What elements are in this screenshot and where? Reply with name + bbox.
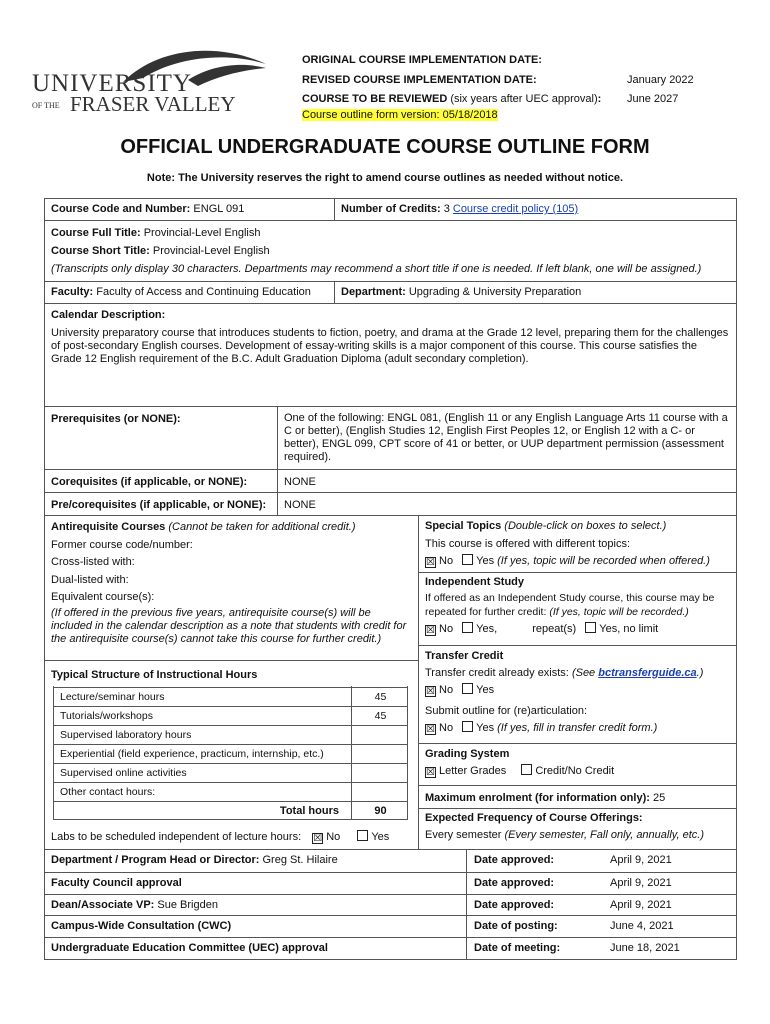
enrolment-section: Maximum enrolment (for information only): 25 [425, 792, 666, 804]
page-title: OFFICIAL UNDERGRADUATE COURSE OUTLINE FORM [120, 136, 650, 158]
precoreq-label: Pre/corequisites (if applicable, or NONE): [44, 492, 278, 516]
precoreq-value: NONE [277, 492, 737, 516]
hours-section [44, 660, 419, 850]
department-cell: Department: Upgrading & University Preparation [334, 281, 737, 304]
approval-date: June 18, 2021 [610, 942, 680, 955]
transfer-no-checkbox[interactable]: ☒ [426, 686, 435, 697]
approval-label: Undergraduate Education Committee (UEC) approval [51, 942, 328, 955]
approval-date: April 9, 2021 [610, 876, 672, 889]
prereq-label: Prerequisites (or NONE): [44, 406, 278, 470]
full-title-value: Provincial-Level English [143, 227, 261, 239]
credit-policy-link[interactable]: Course credit policy (105) [452, 203, 579, 215]
logo-fraser-valley: FRASER VALLEY [70, 92, 236, 116]
hours-row-value: 45 [374, 710, 387, 722]
former-code: Former course code/number: [51, 538, 193, 551]
approval-date: April 9, 2021 [610, 854, 672, 866]
transcript-note: (Transcripts only display 30 characters. Departments may recommend a short title if one is needed. If left blank, one will be assigned.) [51, 263, 702, 275]
amend-note: Note: The University reserves the right to amend course outlines as needed without notice. [146, 172, 624, 184]
approval-label: Faculty Council approval [51, 876, 182, 889]
frequency-section: Expected Frequency of Course Offerings: Every semester (Every semester, Fall only, annually, etc.) [425, 812, 704, 841]
hours-row [54, 744, 407, 763]
department-value: Upgrading & University Preparation [408, 286, 582, 298]
review-value: June 2027 [627, 93, 679, 105]
approval-date: April 9, 2021 [610, 898, 672, 911]
hours-row-label: Supervised online activities [60, 767, 187, 779]
approval-date: June 4, 2021 [610, 920, 674, 933]
grading-section: Grading System ☒ Letter Grades Credit/No Credit [425, 748, 615, 778]
credit-nocredit-checkbox[interactable] [521, 764, 532, 775]
letter-grades-checkbox[interactable]: ☒ [426, 767, 435, 778]
independent-no-checkbox[interactable]: ☒ [426, 625, 435, 636]
approval-label: Dean/Associate VP: [51, 898, 155, 911]
frequency-value: Every semester [425, 829, 502, 841]
hours-row-value: 45 [374, 691, 387, 703]
review-label: COURSE TO BE REVIEWED [302, 93, 448, 105]
hours-row-label: Lecture/seminar hours [60, 691, 165, 703]
faculty-value: Faculty of Access and Continuing Education [96, 286, 311, 298]
course-code-cell: Course Code and Number: ENGL 091 [44, 198, 335, 221]
approval-row [45, 915, 736, 937]
hours-row [54, 706, 407, 725]
revised-date-value: January 2022 [627, 74, 694, 86]
logo-university: UNIVERSITY [32, 70, 192, 97]
hours-table [53, 686, 408, 820]
enrolment-value: 25 [652, 792, 666, 804]
transfer-yes-checkbox[interactable] [462, 683, 473, 694]
calendar-description-text: University preparatory course that introduces students to fiction, poetry, and drama at the Grade 12 level, preparing them for the challenges of post-secondary English courses. Development of essay-writing skills is a major component of this course. This course satisfies the Grade 12 English requirement of the B.C. Adult Graduation Diploma (adult secondary completion). [51, 327, 729, 365]
coreq-label: Corequisites (if applicable, or NONE): [44, 469, 278, 493]
antireq-section: Antirequisite Courses (Cannot be taken for additional credit.) Former course code/number: Cross-listed with: Dual-listed with: Equivalent course(s): (If offered in the previous five years, antirequisite course(s) will be included in the calendar description as a note that students with credit for the antirequisite course(s) cannot take this course for further credit.) [44, 515, 419, 661]
transfer-credit-section: Transfer Credit Transfer credit already exists: (See bctransferguide.ca.) ☒ No Yes Submit outline for (re)articulation: ☒ No Yes (If yes, fill in transfer credit form.) [425, 650, 704, 735]
approval-row [45, 937, 736, 959]
university-logo [28, 42, 258, 122]
special-topics-section: Special Topics (Double-click on boxes to select.) This course is offered with different topics: ☒ No Yes (If yes, topic will be recorded when offered.) [425, 520, 710, 568]
approvals-table [44, 849, 737, 960]
hours-row [54, 763, 407, 782]
approval-row [45, 850, 736, 872]
labs-row: Labs to be scheduled independent of lecture hours: ☒ No Yes [51, 831, 390, 844]
bctransferguide-link[interactable]: bctransferguide.ca [598, 667, 697, 679]
header-info: ORIGINAL COURSE IMPLEMENTATION DATE: REVISED COURSE IMPLEMENTATION DATE: January 2022 COURSE TO BE REVIEWED (six years after UEC approval): June 2027 Course outline form version: 05/18/2018 [302, 50, 722, 122]
form-version: Course outline form version: 05/18/2018 [302, 109, 498, 121]
credits-value: 3 [443, 203, 450, 215]
hours-row-label: Supervised laboratory hours [60, 729, 192, 741]
approval-person: Greg St. Hilaire [262, 854, 338, 866]
approval-date-label: Date of meeting: [474, 942, 561, 955]
approval-date-label: Date of posting: [474, 920, 558, 933]
rearticulation-no-checkbox[interactable]: ☒ [426, 724, 435, 735]
hours-label: Typical Structure of Instructional Hours [51, 669, 258, 681]
dual-listed: Dual-listed with: [51, 573, 129, 586]
hours-row [54, 782, 407, 801]
total-hours-value: 90 [374, 805, 387, 817]
calendar-description-cell: Calendar Description: University preparatory course that introduces students to fiction, poetry, and drama at the Grade 12 level, preparing them for the challenges of post-secondary English courses. Development of essay-writing skills is a major component of this course. This course satisfies the Grade 12 English requirement of the B.C. Adult Graduation Diploma (adult secondary completion). [44, 303, 737, 407]
independent-yes-checkbox[interactable] [462, 622, 473, 633]
hours-row-label: Tutorials/workshops [60, 710, 153, 722]
total-hours-row: Total hours 90 [54, 801, 407, 820]
rearticulation-yes-checkbox[interactable] [462, 721, 473, 732]
approval-date-label: Date approved: [474, 854, 555, 866]
credits-cell: Number of Credits: 3 Course credit policy (105) [334, 198, 737, 221]
special-yes-checkbox[interactable] [462, 554, 473, 565]
hours-row-label: Experiential (field experience, practicum, internship, etc.) [60, 748, 324, 760]
approval-date-label: Date approved: [474, 876, 555, 889]
review-note: (six years after UEC approval) [450, 93, 598, 105]
original-date-label: ORIGINAL COURSE IMPLEMENTATION DATE: [302, 54, 542, 66]
independent-study-section: Independent Study If offered as an Independent Study course, this course may be repeated for further credit: (If yes, topic will be recorded.) ☒ No Yes, repeat(s) Yes, no limit [425, 576, 715, 636]
faculty-cell: Faculty: Faculty of Access and Continuing Education [44, 281, 335, 304]
approval-row [45, 894, 736, 916]
labs-no-checkbox[interactable]: ☒ [313, 833, 323, 844]
approval-label: Department / Program Head or Director: [51, 854, 260, 866]
prereq-value: One of the following: ENGL 081, (English 11 or any English Language Arts 11 course with a C or better), (English Studies 12, English First Peoples 12, or English 12 with a C- or better), ENGL 099, CPT score of 41 or better, or UUP department permission (assessment required). [277, 406, 737, 470]
approval-date-label: Date approved: [474, 898, 555, 911]
logo-of-the: OF THE [32, 101, 60, 110]
special-no-checkbox[interactable]: ☒ [426, 557, 435, 568]
revised-date-label: REVISED COURSE IMPLEMENTATION DATE: [302, 74, 537, 86]
course-titles-cell: Course Full Title: Provincial-Level English Course Short Title: Provincial-Level English (Transcripts only display 30 characters. Departments may recommend a short title if one is needed. If left blank, one will be assigned.) [44, 220, 737, 282]
coreq-value: NONE [277, 469, 737, 493]
labs-yes-checkbox[interactable] [357, 830, 368, 841]
equivalent-courses: Equivalent course(s): [51, 591, 155, 603]
hours-row [54, 725, 407, 744]
antireq-note: (If offered in the previous five years, antirequisite course(s) will be included in the calendar description as a note that students with credit for the antirequisite course(s) cannot take this course for further credit.) [51, 606, 407, 645]
cross-listed: Cross-listed with: [51, 556, 135, 568]
course-code-value: ENGL 091 [193, 203, 245, 215]
approval-row [45, 872, 736, 894]
hours-row [54, 687, 407, 706]
independent-nolimit-checkbox[interactable] [585, 622, 596, 633]
approval-label: Campus-Wide Consultation (CWC) [51, 920, 232, 933]
short-title-value: Provincial-Level English [152, 245, 270, 257]
hours-row-label: Other contact hours: [60, 786, 156, 798]
approval-person: Sue Brigden [157, 898, 218, 911]
